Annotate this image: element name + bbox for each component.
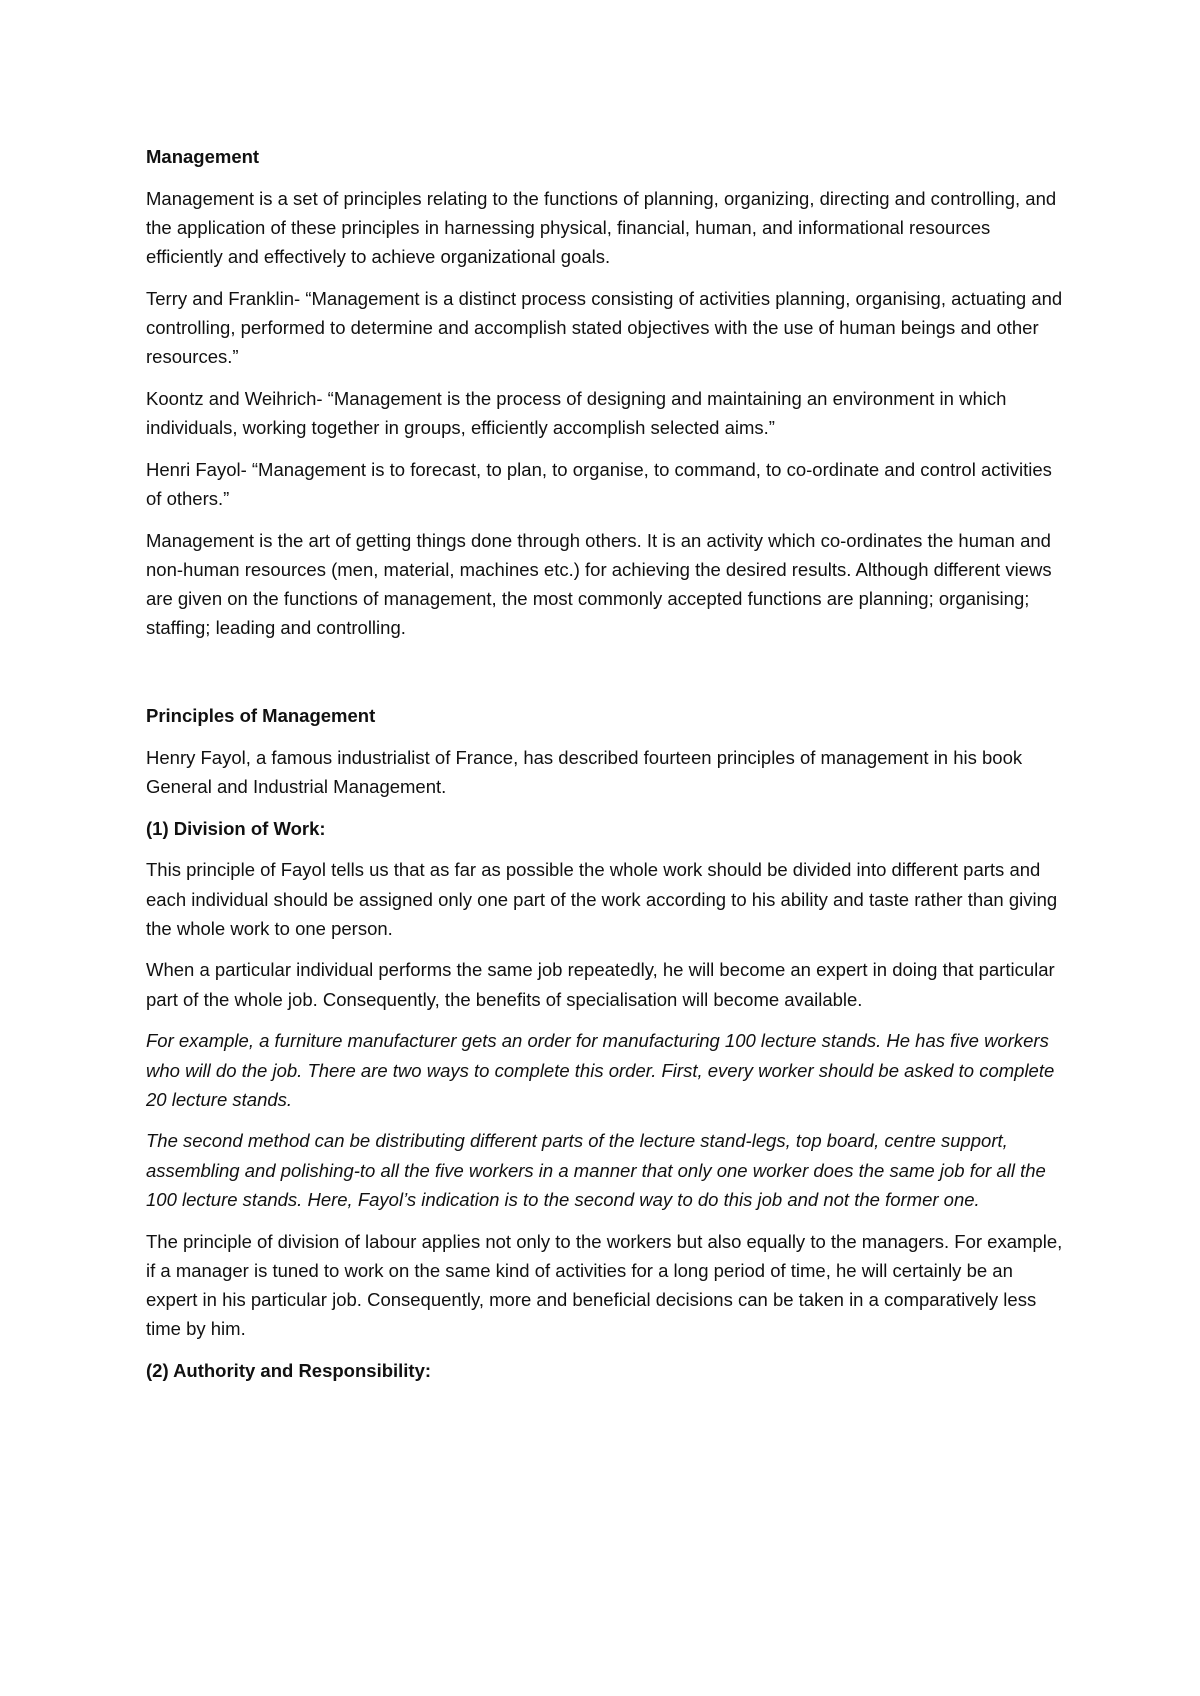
paragraph-fayol-intro: Henry Fayol, a famous industrialist of France, has described fourteen principles of management in his book General and Industrial Management. <box>146 746 1023 797</box>
paragraph-division-managers: The principle of division of labour applies not only to the workers but also equally to the managers. For example, if a manager is tuned to work on the same kind of activities for a long period of time, he will certainly be an expert in his particular job. Consequently, more and beneficial decisions can be taken in a comparatively less time by him. <box>146 1230 1063 1340</box>
paragraph-example-second: The second method can be distributing different parts of the lecture stand-legs, top board, centre support, assembling and polishing-to all the five workers in a manner that only one worker does the same job for all the 100 lecture stands. Here, Fayol’s indication is to the second way to do this job and not the former one. <box>146 1130 1046 1210</box>
section-spacer <box>146 655 1066 701</box>
section-heading-principles: Principles of Management <box>146 705 376 727</box>
document-body <box>146 142 1066 1398</box>
paragraph-terry-franklin-quote: Terry and Franklin- “Management is a distinct process consisting of activities planning, organising, actuating and controlling, performed to determine and accomplish stated objectives with the use of human beings and other resources.” <box>146 287 1063 368</box>
paragraph-division-principle: This principle of Fayol tells us that as far as possible the whole work should be divided into different parts and each individual should be assigned only one part of the work according to his ability and taste rather than giving the whole work to one person. <box>146 859 1058 939</box>
paragraph-specialisation: When a particular individual performs the same job repeatedly, he will become an expert in doing that particular part of the whole job. Consequently, the benefits of specialisation will become available. <box>146 959 1055 1010</box>
paragraph-management-definition: Management is a set of principles relating to the functions of planning, organizing, directing and controlling, and the application of these principles in harnessing physical, financial, human, and informational resources efficiently and effectively to achieve organizational goals. <box>146 187 1057 268</box>
paragraph-example-first: For example, a furniture manufacturer gets an order for manufacturing 100 lecture stands. He has five workers who will do the job. There are two ways to complete this order. First, every worker should be asked to complete 20 lecture stands. <box>146 1030 1055 1110</box>
section-heading-management: Management <box>146 146 260 167</box>
paragraph-koontz-weihrich-quote: Koontz and Weihrich- “Management is the process of designing and maintaining an environment in which individuals, working together in groups, efficiently accomplish selected aims.” <box>146 387 1007 439</box>
subheading-division-of-work: (1) Division of Work: <box>146 817 326 839</box>
paragraph-management-art: Management is the art of getting things done through others. It is an activity which co-ordinates the human and non-human resources (men, material, machines etc.) for achieving the desired results. Although different views are given on the functions of management, the most commonly accepted functions are planning; organising; staffing; leading and controlling. <box>146 529 1052 639</box>
paragraph-henri-fayol-quote: Henri Fayol- “Management is to forecast, to plan, to organise, to command, to co-ordinate and control activities of others.” <box>146 458 1052 510</box>
subheading-authority-responsibility: (2) Authority and Responsibility: <box>146 1359 432 1381</box>
